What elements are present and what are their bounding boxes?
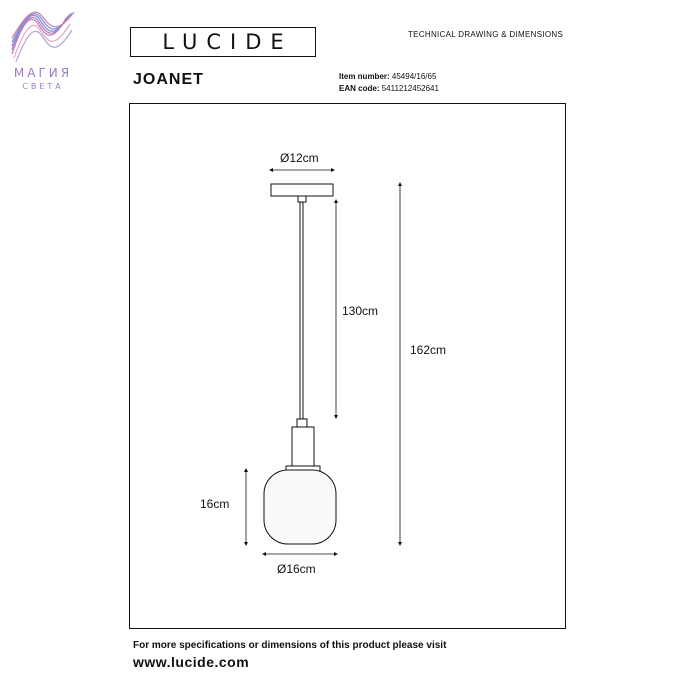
shade-height-label: 16cm xyxy=(200,497,230,511)
cord-grip xyxy=(297,419,307,427)
watermark-logo xyxy=(4,4,82,96)
canopy-grip xyxy=(298,196,306,202)
brand-logo: LUCIDE xyxy=(130,27,316,57)
ean-code-row xyxy=(339,84,439,93)
ean-code-label: EAN code: xyxy=(339,84,380,93)
ean-code-value: 5411212452641 xyxy=(381,84,439,93)
footer-text: For more specifications or dimensions of this product please visit xyxy=(133,640,447,651)
shade-diameter-label: Ø16cm xyxy=(277,562,316,576)
product-name: JOANET xyxy=(133,71,204,88)
lamp-holder xyxy=(292,427,314,466)
document-title: TECHNICAL DRAWING & DIMENSIONS xyxy=(408,30,564,39)
technical-drawing xyxy=(129,103,566,629)
canopy xyxy=(271,184,333,196)
item-number-row xyxy=(339,72,436,81)
canopy-diameter-label: Ø12cm xyxy=(280,151,319,165)
waves-logo-icon xyxy=(4,4,82,66)
glass-shade xyxy=(264,470,336,544)
total-height-label: 162cm xyxy=(410,343,447,357)
pendant-lamp xyxy=(264,184,336,544)
watermark-sub-text: СВЕТА xyxy=(22,82,64,91)
footer-url: www.lucide.com xyxy=(133,654,250,670)
cord-length-label: 130cm xyxy=(342,304,379,318)
item-number-label: Item number: xyxy=(339,72,390,81)
watermark-main-text: МАГИЯ xyxy=(13,66,73,80)
item-number-value: 45494/16/65 xyxy=(391,72,437,81)
